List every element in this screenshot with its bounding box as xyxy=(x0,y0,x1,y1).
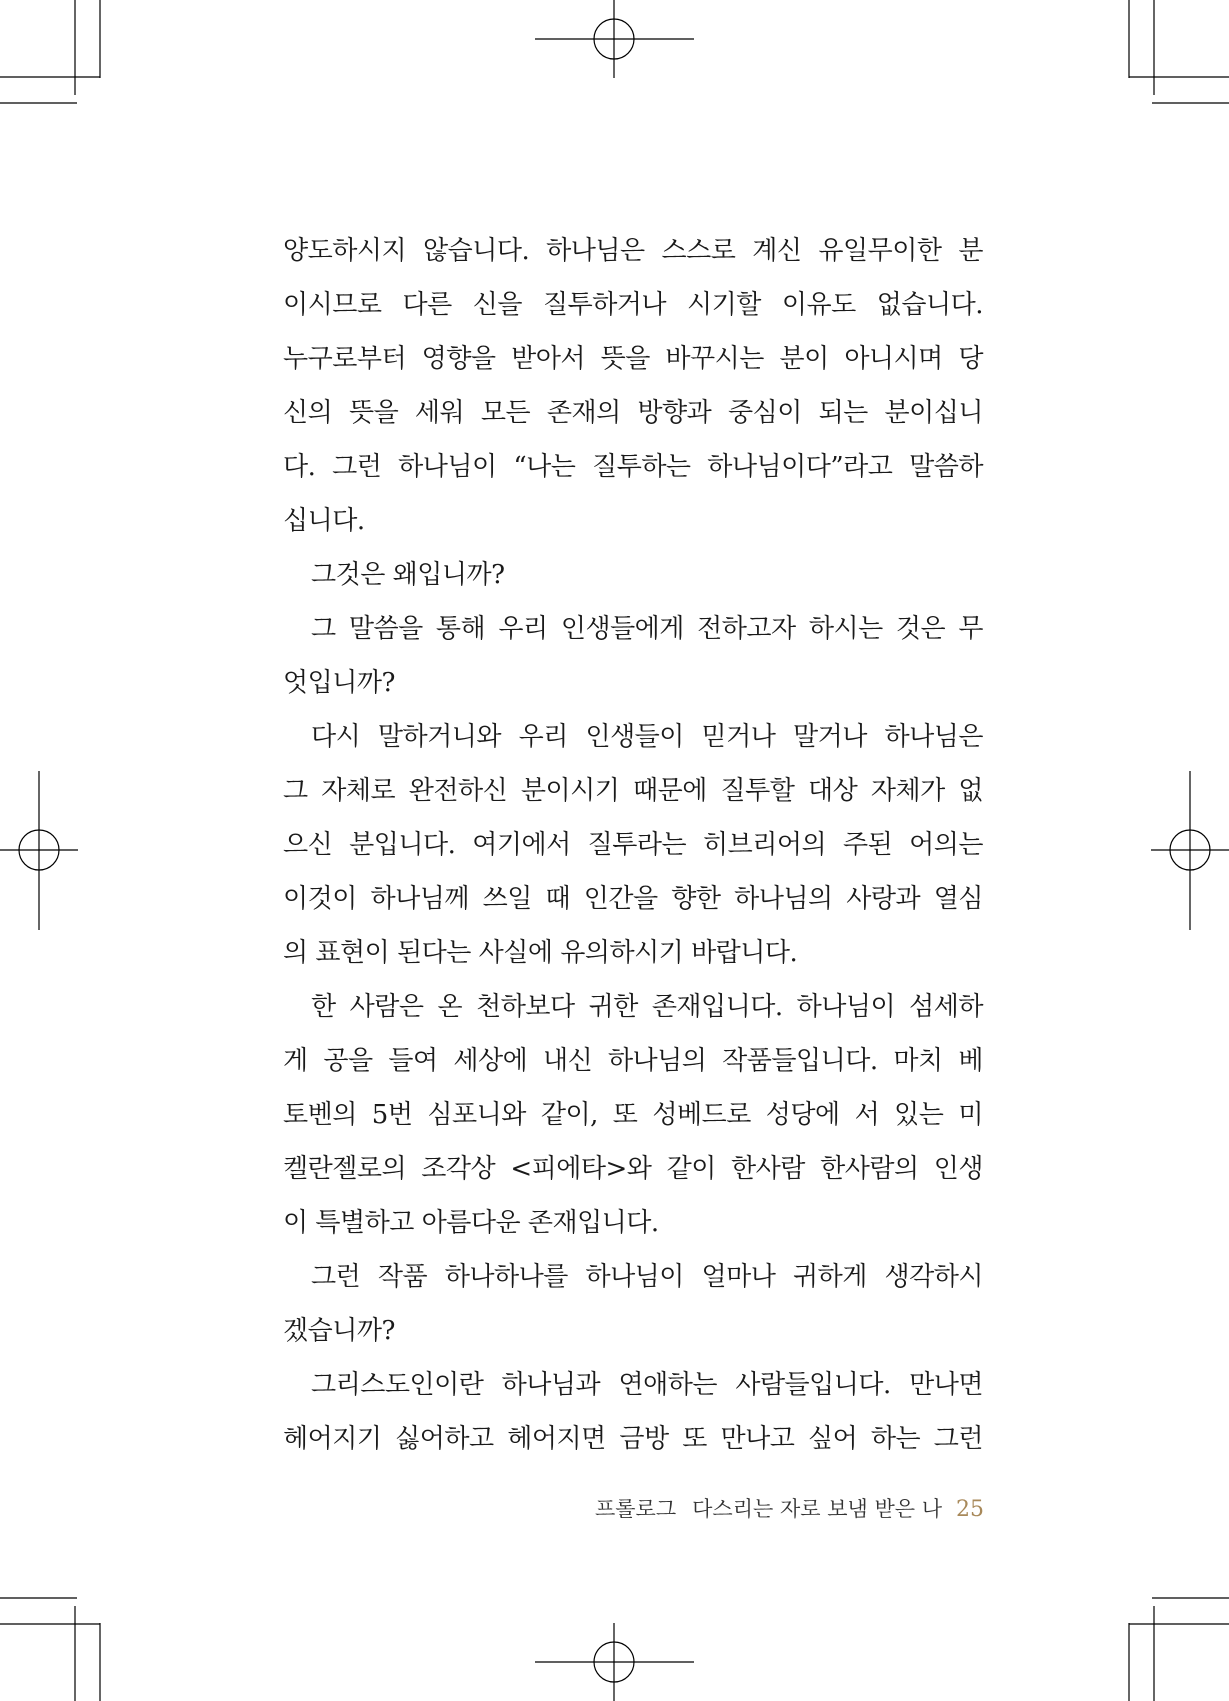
text-line: 신의 뜻을 세워 모든 존재의 방향과 중심이 되는 분이십니 xyxy=(283,398,983,428)
text-line: 헤어지기 싫어하고 헤어지면 금방 또 만나고 싶어 하는 그런 xyxy=(283,1424,983,1454)
text-line: 의 표현이 된다는 사실에 유의하시기 바랍니다. xyxy=(283,938,798,968)
page-number: 25 xyxy=(956,1497,984,1522)
body-text xyxy=(283,224,983,1466)
footer-part-label: 프롤로그 xyxy=(594,1497,677,1521)
registration-mark-left xyxy=(0,771,78,930)
running-footer xyxy=(595,1493,984,1523)
text-line: 한 사람은 온 천하보다 귀한 존재입니다. 하나님이 섬세하 xyxy=(311,992,983,1022)
text-line: 그 말씀을 통해 우리 인생들에게 전하고자 하시는 것은 무 xyxy=(311,614,983,644)
text-line: 다시 말하거니와 우리 인생들이 믿거나 말거나 하나님은 xyxy=(311,722,983,752)
text-line: 다. 그런 하나님이 “나는 질투하는 하나님이다”라고 말씀하 xyxy=(283,452,983,482)
text-line: 게 공을 들여 세상에 내신 하나님의 작품들입니다. 마치 베 xyxy=(283,1046,983,1076)
text-line: 엇입니까? xyxy=(283,668,395,698)
text-line: 양도하시지 않습니다. 하나님은 스스로 계신 유일무이한 분 xyxy=(283,236,983,266)
registration-mark-right xyxy=(1151,771,1229,930)
text-line: 토벤의 5번 심포니와 같이, 또 성베드로 성당에 서 있는 미 xyxy=(283,1100,983,1130)
text-line: 십니다. xyxy=(283,506,365,536)
text-line: 이것이 하나님께 쓰일 때 인간을 향한 하나님의 사랑과 열심 xyxy=(283,884,983,914)
text-line: 그런 작품 하나하나를 하나님이 얼마나 귀하게 생각하시 xyxy=(311,1262,983,1292)
text-line: 누구로부터 영향을 받아서 뜻을 바꾸시는 분이 아니시며 당 xyxy=(283,344,983,374)
text-line: 겠습니까? xyxy=(283,1316,395,1346)
text-line: 이 특별하고 아름다운 존재입니다. xyxy=(283,1208,659,1238)
text-line: 그 자체로 완전하신 분이시기 때문에 질투할 대상 자체가 없 xyxy=(283,776,983,806)
text-line: 켈란젤로의 조각상 <피에타>와 같이 한사람 한사람의 인생 xyxy=(283,1154,983,1184)
text-line: 이시므로 다른 신을 질투하거나 시기할 이유도 없습니다. xyxy=(283,290,983,320)
text-line: 그리스도인이란 하나님과 연애하는 사람들입니다. 만나면 xyxy=(311,1370,983,1400)
footer-chapter-title: 다스리는 자로 보냄 받은 나 xyxy=(692,1497,942,1521)
registration-mark-bottom xyxy=(535,1623,694,1701)
text-line: 으신 분입니다. 여기에서 질투라는 히브리어의 주된 어의는 xyxy=(283,830,983,860)
text-line: 그것은 왜입니까? xyxy=(311,560,505,590)
registration-mark-top xyxy=(535,0,694,78)
